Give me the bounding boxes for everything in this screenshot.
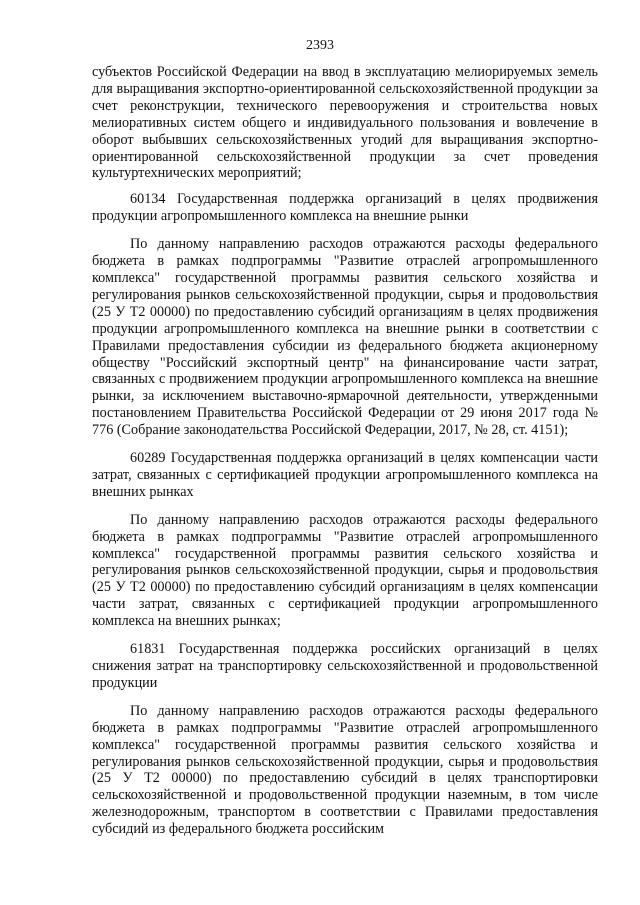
document-body [92,64,598,838]
paragraph-continuation: субъектов Российской Федерации на ввод в эксплуатацию мелиорируемых земель для выращивания экспортно-ориентированной сельскохозяйственной продукции за счет реконструкции, технического перевооружения и строительства новых мелиоративных систем общего и индивидуального пользования и вовлечение в оборот выбывших сельскохозяйственных угодий для выращивания экспортно-ориентированной сельскохозяйственной продукции за счет проведения культуртехнических мероприятий; [92,64,598,182]
section-heading-60289: 60289 Государственная поддержка организаций в целях компенсации части затрат, связанных с сертификацией продукции агропромышленного комплекса на внешних рынках [92,450,598,500]
section-heading-61831: 61831 Государственная поддержка российских организаций в целях снижения затрат на транспортировку сельскохозяйственной и продовольственной продукции [92,641,598,691]
paragraph-60289-description: По данному направлению расходов отражаются расходы федерального бюджета в рамках подпрограммы "Развитие отраслей агропромышленного комплекса" государственной программы развития сельского хозяйства и регулирования рынков сельскохозяйственной продукции, сырья и продовольствия (25 У Т2 00000) по предоставлению субсидий организациям в целях компенсации части затрат, связанных с сертификацией продукции агропромышленного комплекса на внешних рынках; [92,511,598,630]
paragraph-60134-description: По данному направлению расходов отражаются расходы федерального бюджета в рамках подпрограммы "Развитие отраслей агропромышленного комплекса" государственной программы развития сельского хозяйства и регулирования рынков сельскохозяйственной продукции, сырья и продовольствия (25 У Т2 00000) по предоставлению субсидий организациям в целях продвижения продукции агропромышленного комплекса на внешние рынки в соответствии с Правилами предоставления субсидии из федерального бюджета акционерному обществу "Российский экспортный центр" на финансирование части затрат, связанных с продвижением продукции агропромышленного комплекса на внешние рынки, за исключением выставочно-ярмарочной деятельности, утвержденными постановлением Правительства Российской Федерации от 29 июня 2017 года № 776 (Собрание законодательства Российской Федерации, 2017, № 28, ст. 4151); [92,236,598,439]
section-heading-60134: 60134 Государственная поддержка организаций в целях продвижения продукции агропромышленного комплекса на внешние рынки [92,191,598,225]
page-number: 2393 [306,38,334,53]
paragraph-61831-description: По данному направлению расходов отражаются расходы федерального бюджета в рамках подпрограммы "Развитие отраслей агропромышленного комплекса" государственной программы развития сельского хозяйства и регулирования рынков сельскохозяйственной продукции, сырья и продовольствия (25 У Т2 00000) по предоставлению субсидий в целях транспортировки сельскохозяйственной и продовольственной продукции наземным, в том числе железнодорожным, транспортом в соответствии с Правилами предоставления субсидий из федерального бюджета российским [92,702,598,838]
